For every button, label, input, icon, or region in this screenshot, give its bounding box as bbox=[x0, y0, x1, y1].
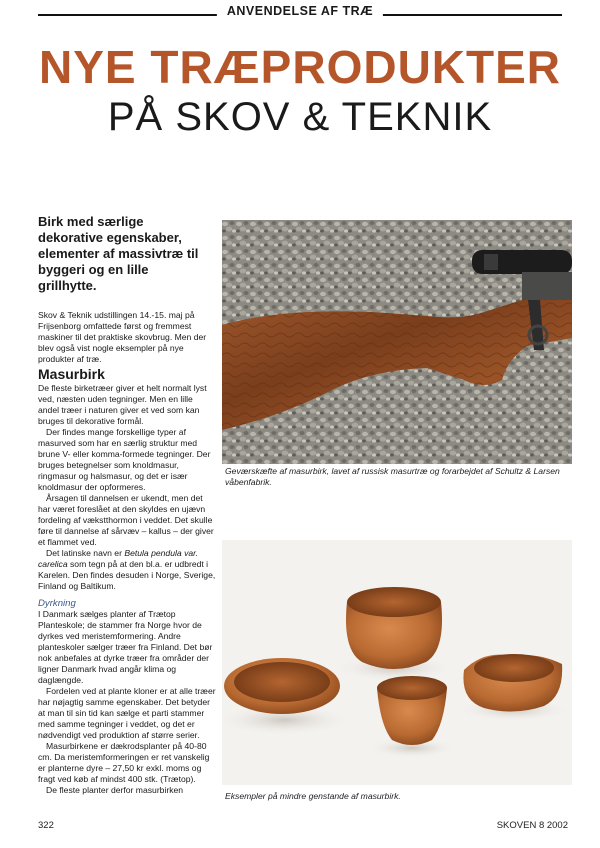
wooden-bowls-illustration bbox=[222, 540, 572, 785]
dyrkning-paragraph-4: De fleste planter derfor masurbirken bbox=[46, 785, 184, 795]
intro-paragraph: Skov & Teknik udstillingen 14.-15. maj på Frijsenborg omfattede først og fremmest maskiner til det praktiske skovbrug. Men der blev også vist nogle eksempler på nye produkter af træ. bbox=[38, 310, 207, 364]
latin-name-pre: Det latinske navn er bbox=[46, 548, 125, 558]
wooden-bowls-photo bbox=[222, 540, 572, 785]
photo1-caption: Geværskæfte af masurbirk, lavet af russisk masurtræ og forarbejdet af Schultz & Larsen våbenfabrik. bbox=[225, 466, 560, 487]
page-subtitle: PÅ SKOV & TEKNIK bbox=[107, 95, 493, 139]
rifle-stock-illustration bbox=[222, 220, 572, 464]
section-header bbox=[0, 0, 600, 34]
masurbirk-paragraph-2: Der findes mange forskellige typer af masurved som har en særlig struktur med brune V- eller komma-formede tegninger. Der bruges betegnelser som knoldmasur, ringmasur og halsmasur, og det er især knoldmasur der opformeres. bbox=[38, 427, 211, 492]
photo2-caption: Eksempler på mindre genstande af masurbirk. bbox=[225, 791, 401, 801]
intro-column bbox=[38, 310, 216, 365]
section-label: ANVENDELSE AF TRÆ bbox=[217, 4, 383, 18]
journal-issue: SKOVEN 8 2002 bbox=[496, 820, 568, 831]
rifle-stock-photo bbox=[222, 220, 572, 464]
dyrkning-heading: Dyrkning bbox=[38, 598, 76, 609]
page-title: NYE TRÆPRODUKTER bbox=[38, 41, 562, 93]
page-number: 322 bbox=[38, 820, 54, 831]
latin-name-post: som tegn på at den bl.a. er udbredt i Karelen. Den findes desuden i Norge, Sverige, Finland og Baltikum. bbox=[38, 559, 216, 591]
masurbirk-paragraph-1: De fleste birketræer giver et helt normalt lyst ved, næsten uden tegninger. Men en lille andel træer i naturen giver et ved som kan bruges til dekorative formål. bbox=[38, 383, 207, 426]
masurbirk-paragraph-3: Årsagen til dannelsen er ukendt, men det har været foreslået at den skyldes en ujævn fordeling af vækstthormon i veddet. Det skulle føre til dannelse af sårvæv – kallus – der giver et flammet ved. bbox=[38, 493, 214, 547]
dyrkning-paragraph-2: Fordelen ved at plante kloner er at alle træer har nøjagtig samme egenskaber. Det betyder at man til sin tid kan sælge et parti stammer med samme tegninger i veddet, og det er nødvendigt ved produktion af større serier. bbox=[38, 686, 216, 740]
lead-paragraph: Birk med særlige dekorative egenskaber, elementer af massivtræ til byggeri og en lille grillhytte. bbox=[38, 214, 199, 293]
latin-name: Betula pendula var. carelica bbox=[38, 548, 199, 569]
dyrkning-paragraph-3: Masurbirkene er dækrodsplanter på 40-80 cm. Da meristemformeringen er ret vanskelig er planterne dyre – 27,50 kr exkl. moms og fragt ved køb af mindst 400 stk. (Trætop). bbox=[38, 741, 210, 784]
dyrkning-paragraph-1: I Danmark sælges planter af Trætop Planteskole; de stammer fra Norge hvor de dyrkes ved meristemformering. Andre planteskoler sælger træer fra Finland. Det bør nok anbefales at dyrke træer fra områder der ligner Danmark hvad angår klima og daglængde. bbox=[38, 609, 213, 685]
masurbirk-paragraph-4 bbox=[38, 548, 216, 592]
body-column bbox=[38, 360, 216, 796]
masurbirk-heading: Masurbirk bbox=[38, 366, 105, 382]
